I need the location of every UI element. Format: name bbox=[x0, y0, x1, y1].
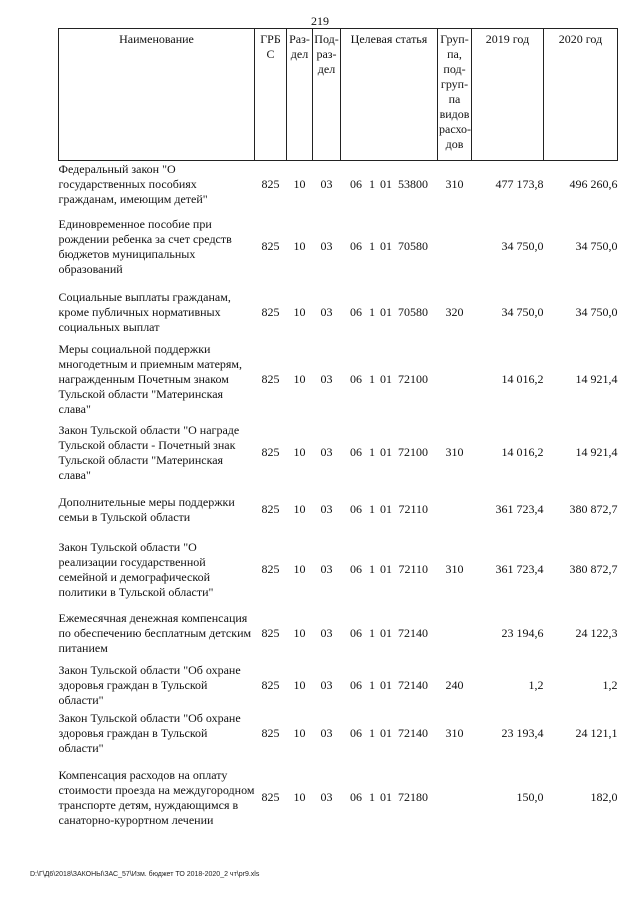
row-amount-2020: 380 872,7 bbox=[569, 502, 618, 516]
budget-table bbox=[58, 28, 618, 838]
table-row bbox=[59, 486, 618, 534]
row-amount-2019: 361 723,4 bbox=[495, 502, 544, 516]
row-expense-type bbox=[438, 486, 472, 534]
header-2019: 2019 год bbox=[472, 29, 544, 161]
target-article-part: 06 bbox=[350, 305, 362, 319]
target-article-part: 1 bbox=[369, 176, 375, 191]
table-header bbox=[59, 29, 618, 161]
table-row bbox=[59, 340, 618, 420]
row-podrazdel: 03 bbox=[320, 562, 333, 576]
target-article-part: 06 bbox=[350, 790, 362, 804]
row-target-article bbox=[341, 161, 438, 208]
row-amount-2020: 380 872,7 bbox=[569, 562, 618, 576]
table-row bbox=[59, 161, 618, 208]
target-article-part: 06 bbox=[350, 562, 362, 576]
row-expense-type: 320 bbox=[445, 305, 464, 319]
target-article-part: 06 bbox=[350, 726, 362, 740]
row-amount-2020: 24 121,1 bbox=[575, 726, 618, 740]
row-expense-type: 310 bbox=[445, 445, 464, 459]
target-article-part: 06 bbox=[350, 502, 362, 516]
target-article-part: 06 bbox=[350, 176, 362, 191]
row-target-article bbox=[341, 534, 438, 606]
row-expense-type bbox=[438, 208, 472, 286]
page-number: 219 bbox=[311, 14, 329, 28]
row-name: Компенсация расходов на оплату стоимости проезда на междугородном транспорте детям, нуждающимся в санаторно-курортном лечении bbox=[58, 767, 255, 827]
row-razdel: 10 bbox=[293, 176, 306, 191]
table-row bbox=[59, 534, 618, 606]
row-target-article bbox=[341, 606, 438, 662]
row-target-article bbox=[341, 486, 438, 534]
row-target-article bbox=[341, 758, 438, 838]
header-razdel: Раз- дел bbox=[287, 29, 313, 161]
row-grbs: 825 bbox=[261, 726, 280, 740]
row-name: Социальные выплаты гражданам, кроме публичных нормативных социальных выплат bbox=[58, 290, 231, 334]
row-amount-2019: 150,0 bbox=[516, 790, 544, 804]
row-amount-2020: 34 750,0 bbox=[575, 305, 618, 319]
row-razdel: 10 bbox=[293, 239, 306, 253]
row-razdel: 10 bbox=[293, 502, 306, 516]
row-amount-2020: 14 921,4 bbox=[575, 445, 618, 459]
row-grbs: 825 bbox=[261, 790, 280, 804]
target-article-part: 72110 bbox=[398, 562, 428, 576]
row-amount-2019: 1,2 bbox=[528, 678, 544, 692]
row-expense-type bbox=[438, 758, 472, 838]
row-name: Меры социальной поддержки многодетным и приемным матерям, награжденным Почетным знаком Тульской области "Материнская слава" bbox=[58, 342, 243, 416]
target-article-part: 72110 bbox=[398, 502, 428, 516]
row-podrazdel: 03 bbox=[320, 502, 333, 516]
row-grbs: 825 bbox=[261, 372, 280, 386]
row-grbs: 825 bbox=[261, 678, 280, 692]
row-expense-type bbox=[438, 606, 472, 662]
row-name: Закон Тульской области "Об охране здоровья граждан в Тульской области" bbox=[58, 663, 241, 707]
table-row bbox=[59, 606, 618, 662]
row-razdel: 10 bbox=[293, 562, 306, 576]
row-podrazdel: 03 bbox=[320, 626, 333, 640]
row-amount-2019: 361 723,4 bbox=[495, 562, 544, 576]
row-amount-2020: 24 122,3 bbox=[575, 626, 618, 640]
row-target-article bbox=[341, 340, 438, 420]
row-amount-2020: 14 921,4 bbox=[575, 372, 618, 386]
target-article-part: 06 bbox=[350, 678, 362, 692]
row-amount-2019: 14 016,2 bbox=[501, 445, 544, 459]
header-podrazdel: Под- раз- дел bbox=[313, 29, 341, 161]
target-article-part: 01 bbox=[380, 372, 392, 386]
target-article-part: 72100 bbox=[398, 445, 428, 459]
row-amount-2019: 477 173,8 bbox=[495, 176, 544, 191]
target-article-part: 1 bbox=[369, 372, 375, 386]
row-amount-2020: 34 750,0 bbox=[575, 239, 618, 253]
target-article-part: 70580 bbox=[398, 305, 428, 319]
target-article-part: 06 bbox=[350, 372, 362, 386]
row-grbs: 825 bbox=[261, 239, 280, 253]
table-row bbox=[59, 758, 618, 838]
target-article-part: 01 bbox=[380, 626, 392, 640]
target-article-part: 06 bbox=[350, 445, 362, 459]
target-article-part: 72140 bbox=[398, 626, 428, 640]
row-podrazdel: 03 bbox=[320, 726, 333, 740]
row-name: Закон Тульской области "О реализации государственной семейной и демографической политики в Тульской области" bbox=[58, 539, 214, 599]
row-target-article bbox=[341, 286, 438, 340]
row-name: Дополнительные меры поддержки семьи в Тульской области bbox=[58, 494, 235, 524]
target-article-part: 1 bbox=[369, 502, 375, 516]
header-grbs: ГРБ С bbox=[255, 29, 287, 161]
target-article-part: 1 bbox=[369, 445, 375, 459]
target-article-part: 06 bbox=[350, 239, 362, 253]
target-article-part: 01 bbox=[380, 790, 392, 804]
header-2020: 2020 год bbox=[544, 29, 618, 161]
row-expense-type bbox=[438, 340, 472, 420]
row-target-article bbox=[341, 208, 438, 286]
target-article-part: 06 bbox=[350, 626, 362, 640]
row-expense-type: 240 bbox=[445, 678, 464, 692]
row-name: Закон Тульской области "Об охране здоровья граждан в Тульской области" bbox=[58, 711, 241, 755]
table-row bbox=[59, 208, 618, 286]
row-podrazdel: 03 bbox=[320, 176, 333, 191]
target-article-part: 72140 bbox=[398, 678, 428, 692]
row-podrazdel: 03 bbox=[320, 790, 333, 804]
target-article-part: 72140 bbox=[398, 726, 428, 740]
table-row bbox=[59, 420, 618, 486]
target-article-part: 1 bbox=[369, 626, 375, 640]
target-article-part: 01 bbox=[380, 502, 392, 516]
row-amount-2020: 496 260,6 bbox=[569, 176, 618, 191]
target-article-part: 1 bbox=[369, 790, 375, 804]
table-body bbox=[59, 161, 618, 838]
target-article-part: 1 bbox=[369, 562, 375, 576]
row-grbs: 825 bbox=[261, 305, 280, 319]
row-target-article bbox=[341, 420, 438, 486]
row-target-article bbox=[341, 662, 438, 710]
table-row bbox=[59, 710, 618, 758]
row-razdel: 10 bbox=[293, 678, 306, 692]
target-article-part: 01 bbox=[380, 176, 392, 191]
row-podrazdel: 03 bbox=[320, 239, 333, 253]
row-amount-2019: 34 750,0 bbox=[501, 305, 544, 319]
row-amount-2020: 182,0 bbox=[590, 790, 618, 804]
target-article-part: 72100 bbox=[398, 372, 428, 386]
target-article-part: 70580 bbox=[398, 239, 428, 253]
row-razdel: 10 bbox=[293, 372, 306, 386]
row-amount-2019: 14 016,2 bbox=[501, 372, 544, 386]
row-target-article bbox=[341, 710, 438, 758]
row-podrazdel: 03 bbox=[320, 372, 333, 386]
row-amount-2019: 23 194,6 bbox=[501, 626, 544, 640]
row-razdel: 10 bbox=[293, 790, 306, 804]
target-article-part: 1 bbox=[369, 239, 375, 253]
row-razdel: 10 bbox=[293, 726, 306, 740]
row-razdel: 10 bbox=[293, 305, 306, 319]
header-target-article: Целевая статья bbox=[341, 29, 438, 161]
table-row bbox=[59, 662, 618, 710]
row-name: Закон Тульской области "О награде Тульской области - Почетный знак Тульской области "Материнская слава" bbox=[58, 422, 240, 482]
header-name: Наименование bbox=[59, 29, 255, 161]
row-amount-2019: 23 193,4 bbox=[501, 726, 544, 740]
target-article-part: 01 bbox=[380, 445, 392, 459]
row-podrazdel: 03 bbox=[320, 678, 333, 692]
row-expense-type: 310 bbox=[445, 562, 464, 576]
row-expense-type: 310 bbox=[445, 726, 464, 740]
row-podrazdel: 03 bbox=[320, 445, 333, 459]
target-article-part: 01 bbox=[380, 678, 392, 692]
row-amount-2020: 1,2 bbox=[602, 678, 618, 692]
file-path-footer: D:\Г\Д6\2018\ЗАКОНЫ\ЗАС_57\Изм. бюджет ТО 2018-2020_2 чт\pr9.xls bbox=[30, 871, 260, 878]
row-grbs: 825 bbox=[261, 626, 280, 640]
row-grbs: 825 bbox=[261, 502, 280, 516]
row-name: Ежемесячная денежная компенсация по обеспечению бесплатным детским питанием bbox=[58, 611, 252, 655]
row-podrazdel: 03 bbox=[320, 305, 333, 319]
target-article-part: 1 bbox=[369, 305, 375, 319]
row-name: Федеральный закон "О государственных пособиях гражданам, имеющим детей" bbox=[58, 161, 208, 206]
header-expense-type: Груп- па, под- груп- па видов расхо- дов bbox=[438, 29, 472, 161]
row-grbs: 825 bbox=[261, 562, 280, 576]
row-razdel: 10 bbox=[293, 445, 306, 459]
target-article-part: 01 bbox=[380, 305, 392, 319]
target-article-part: 53800 bbox=[398, 176, 428, 191]
target-article-part: 01 bbox=[380, 562, 392, 576]
target-article-part: 01 bbox=[380, 239, 392, 253]
target-article-part: 01 bbox=[380, 726, 392, 740]
row-expense-type: 310 bbox=[445, 176, 464, 191]
row-amount-2019: 34 750,0 bbox=[501, 239, 544, 253]
row-grbs: 825 bbox=[261, 176, 280, 191]
row-grbs: 825 bbox=[261, 445, 280, 459]
target-article-part: 72180 bbox=[398, 790, 428, 804]
row-razdel: 10 bbox=[293, 626, 306, 640]
target-article-part: 1 bbox=[369, 726, 375, 740]
table-row bbox=[59, 286, 618, 340]
row-name: Единовременное пособие при рождении ребенка за счет средств бюджетов муниципальных образований bbox=[58, 216, 232, 276]
target-article-part: 1 bbox=[369, 678, 375, 692]
